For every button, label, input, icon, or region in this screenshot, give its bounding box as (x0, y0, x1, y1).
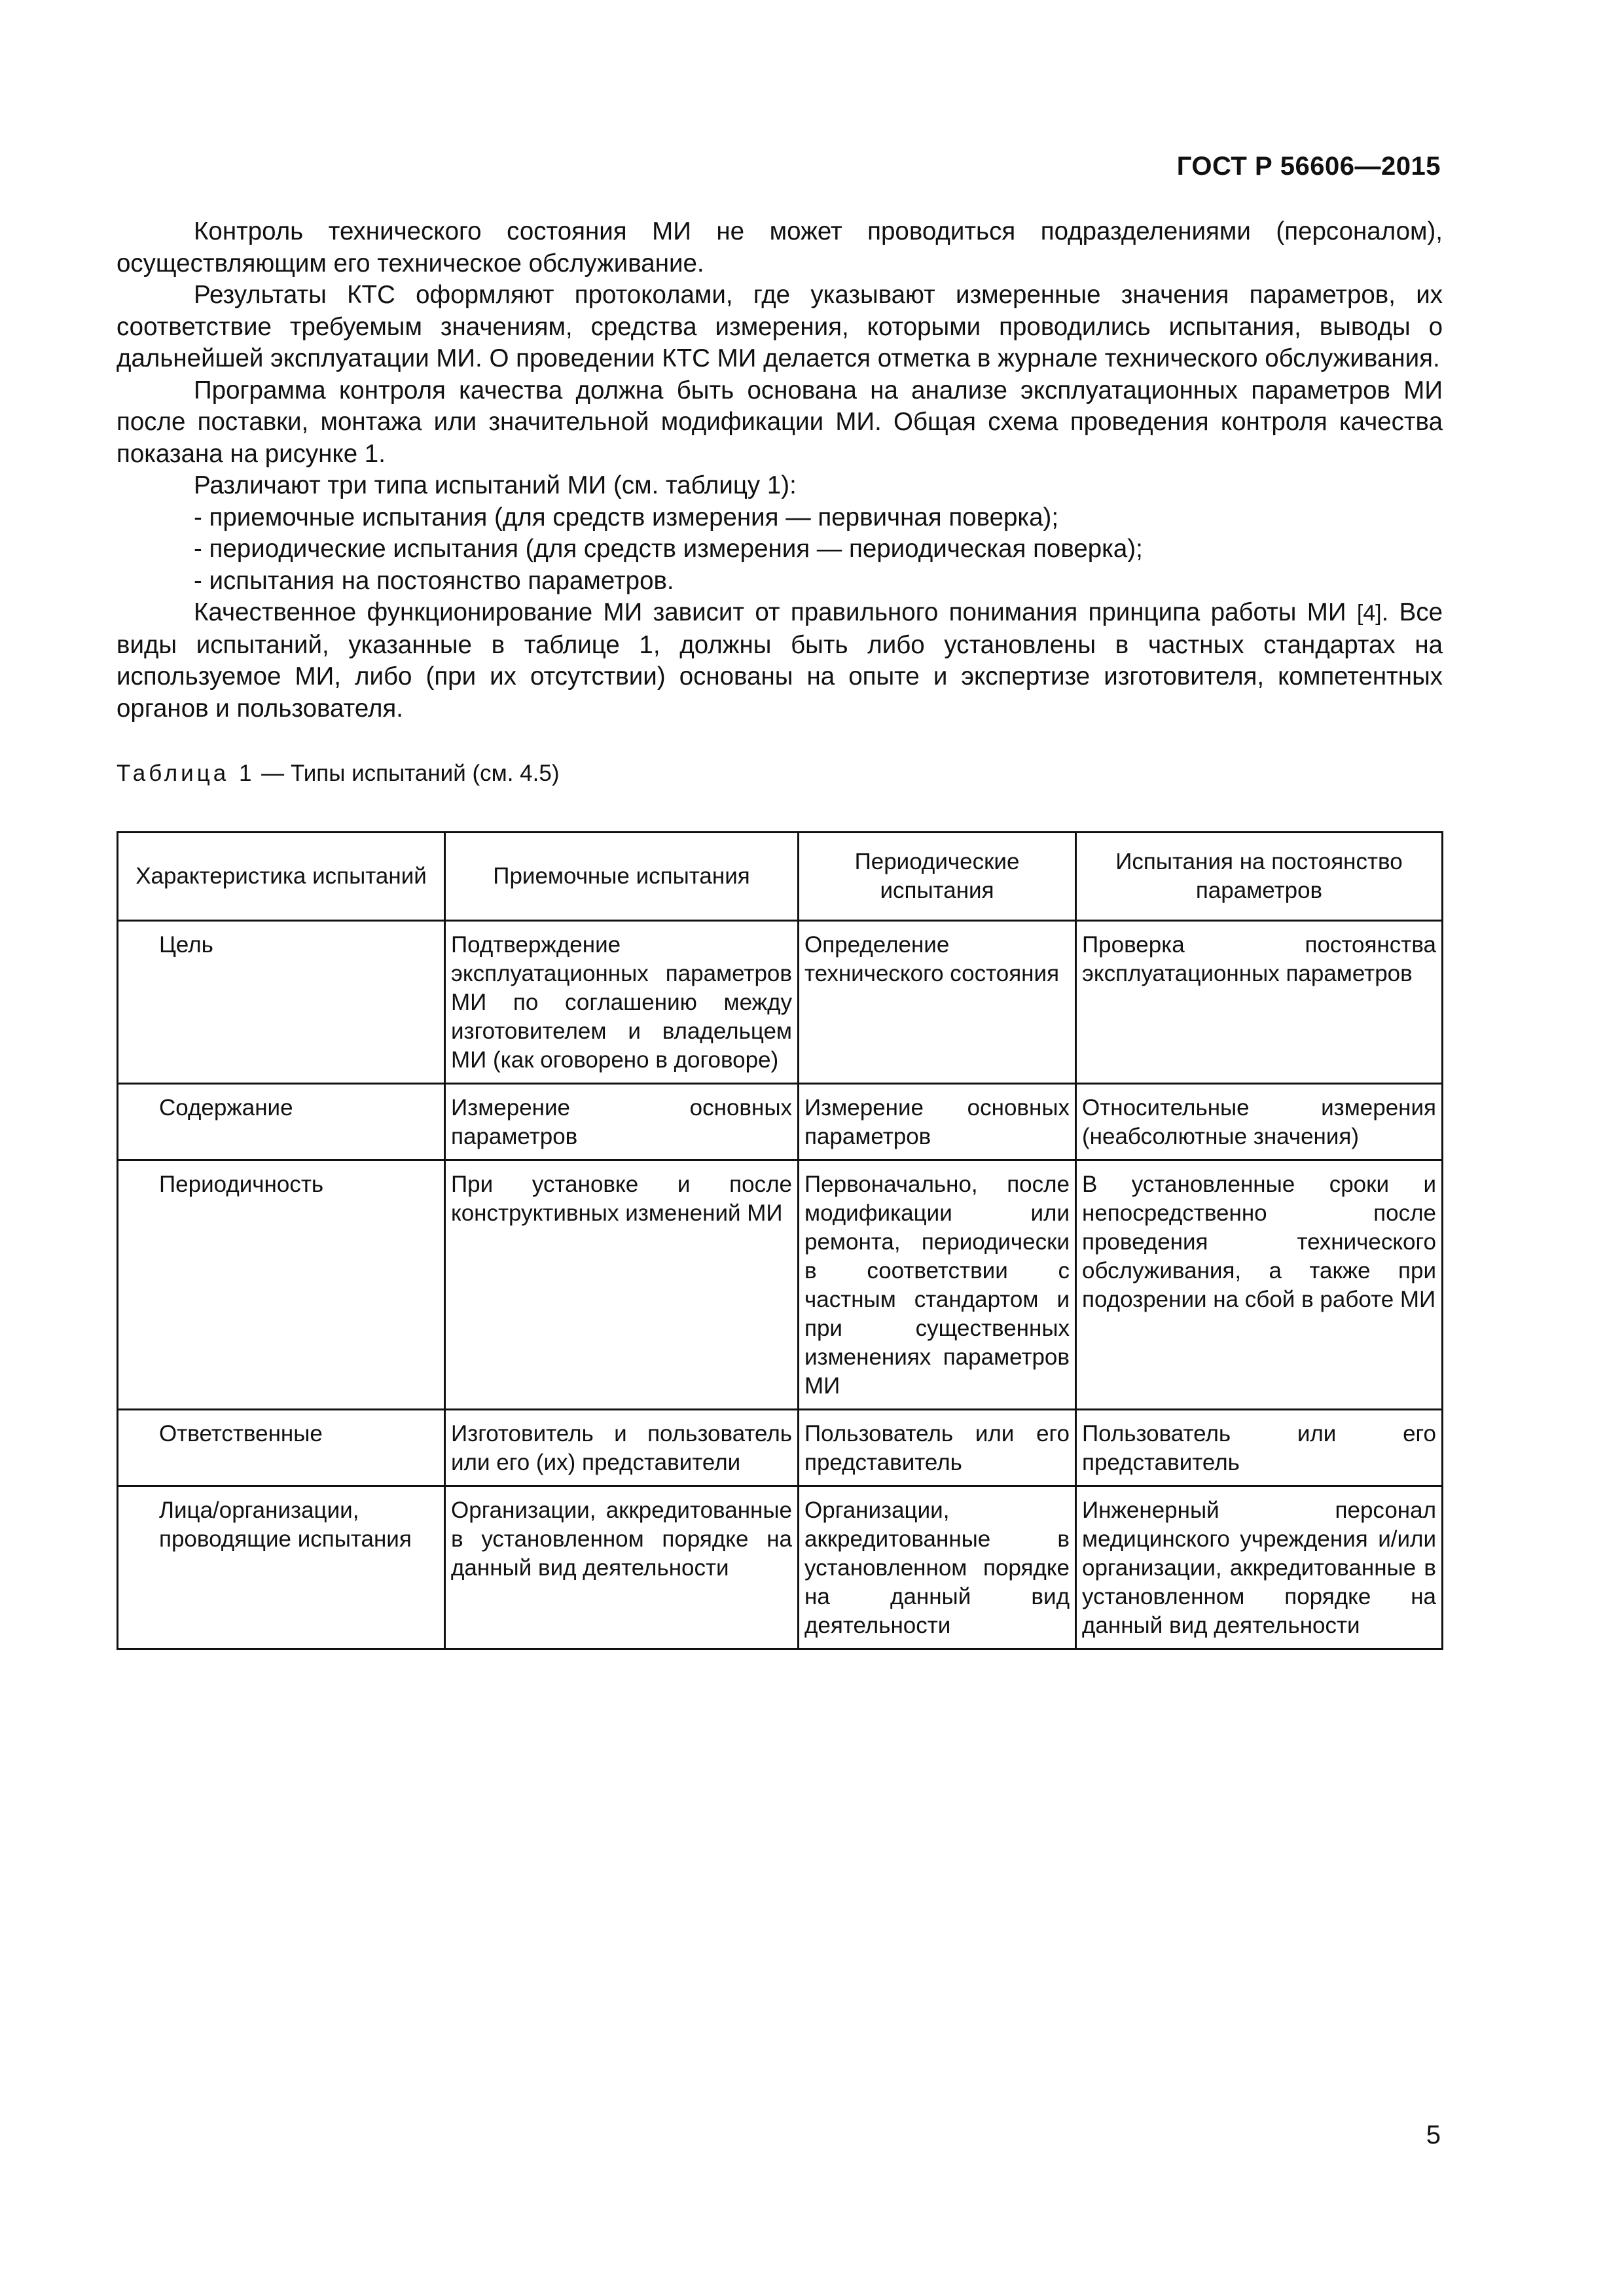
cell-periodic: Пользователь или его представитель (799, 1410, 1076, 1486)
cell-acceptance: Организации, аккредитованные в установленном порядке на данный вид деятельности (445, 1486, 799, 1649)
cell-acceptance: Измерение основных параметров (445, 1084, 799, 1160)
cell-acceptance: Подтверждение эксплуатационных параметров МИ по соглашению между изготовителем и владельцем МИ (как оговорено в договоре) (445, 921, 799, 1084)
table-caption-title: — Типы испытаний (см. 4.5) (255, 761, 560, 786)
list-item-acceptance: - приемочные испытания (для средств измерения — первичная поверка); (194, 503, 1059, 531)
table-row (118, 1486, 1443, 1649)
header-characteristic: Характеристика испытаний (118, 833, 445, 921)
cell-periodic: Определение технического состояния (799, 921, 1076, 1084)
table-header-row (118, 833, 1443, 921)
cell-constancy: Инженерный персонал медицинского учреждения и/или организации, аккредитованные в установленном порядке на данный вид деятельности (1076, 1486, 1443, 1649)
cell-acceptance: Изготовитель и пользователь или его (их) представители (445, 1410, 799, 1486)
cell-acceptance: При установке и после конструктивных изменений МИ (445, 1160, 799, 1410)
list-item-constancy: - испытания на постоянство параметров. (194, 566, 674, 595)
cell-constancy: Проверка постоянства эксплуатационных параметров (1076, 921, 1443, 1084)
table-caption-lead: Таблица 1 (117, 761, 255, 786)
table-row (118, 1084, 1443, 1160)
table-row (118, 1160, 1443, 1410)
page-number: 5 (1426, 2121, 1441, 2149)
body-text (117, 216, 1443, 725)
header-periodic: Периодические испытания (799, 833, 1076, 921)
cell-constancy: Относительные измерения (неабсолютные значения) (1076, 1084, 1443, 1160)
reference-link[interactable]: [4] (1356, 601, 1382, 626)
paragraph-results: Результаты КТС оформляют протоколами, где указывают измеренные значения параметров, их соответствие требуемым значениям, средства измерения, которыми проводились испытания, выводы о дальнейшей эксплуатации МИ. О проведении КТС МИ делается отметка в журнале технического обслуживания. (117, 281, 1443, 372)
header-acceptance: Приемочные испытания (445, 833, 799, 921)
row-characteristic: Цель (118, 921, 445, 1084)
table-row (118, 921, 1443, 1084)
list-item-periodic: - периодические испытания (для средств измерения — периодическая поверка); (194, 535, 1143, 563)
row-characteristic: Лица/организации, проводящие испытания (118, 1486, 445, 1649)
cell-periodic: Организации, аккредитованные в установленном порядке на данный вид деятельности (799, 1486, 1076, 1649)
cell-periodic: Измерение основных параметров (799, 1084, 1076, 1160)
table-row (118, 1410, 1443, 1486)
header-constancy: Испытания на постоянство параметров (1076, 833, 1443, 921)
cell-constancy: В установленные сроки и непосредственно после проведения технического обслуживания, а также при подозрении на сбой в работе МИ (1076, 1160, 1443, 1410)
cell-periodic: Первоначально, после модификации или ремонта, периодически в соответствии с частным стандартом и при существенных изменениях параметров МИ (799, 1160, 1076, 1410)
test-types-table (117, 831, 1443, 1650)
paragraph-quality-program: Программа контроля качества должна быть основана на анализе эксплуатационных параметров МИ после поставки, монтажа или значительной модификации МИ. Общая схема проведения контроля качества показана на рисунке 1. (117, 376, 1443, 468)
paragraph-technical-control: Контроль технического состояния МИ не может проводиться подразделениями (персоналом), осуществляющим его техническое обслуживание. (117, 217, 1443, 278)
cell-constancy: Пользователь или его представитель (1076, 1410, 1443, 1486)
paragraph-test-types-intro: Различают три типа испытаний МИ (см. таблицу 1): (194, 471, 797, 499)
row-characteristic: Периодичность (118, 1160, 445, 1410)
table-caption (117, 761, 560, 787)
standard-code: ГОСТ Р 56606—2015 (1176, 152, 1441, 181)
row-characteristic: Содержание (118, 1084, 445, 1160)
row-characteristic: Ответственные (118, 1410, 445, 1486)
paragraph-functioning-text-cont: . Все виды испытаний, указанные в таблице 1, должны быть либо установлены в частных стандартах на используемое МИ, либо (при их отсутствии) основаны на опыте и экспертизе изготовителя, компетентных органов и пользователя. (117, 598, 1443, 723)
paragraph-functioning (117, 597, 1443, 725)
paragraph-functioning-text: Качественное функционирование МИ зависит от правильного понимания принципа работы МИ (194, 598, 1357, 626)
